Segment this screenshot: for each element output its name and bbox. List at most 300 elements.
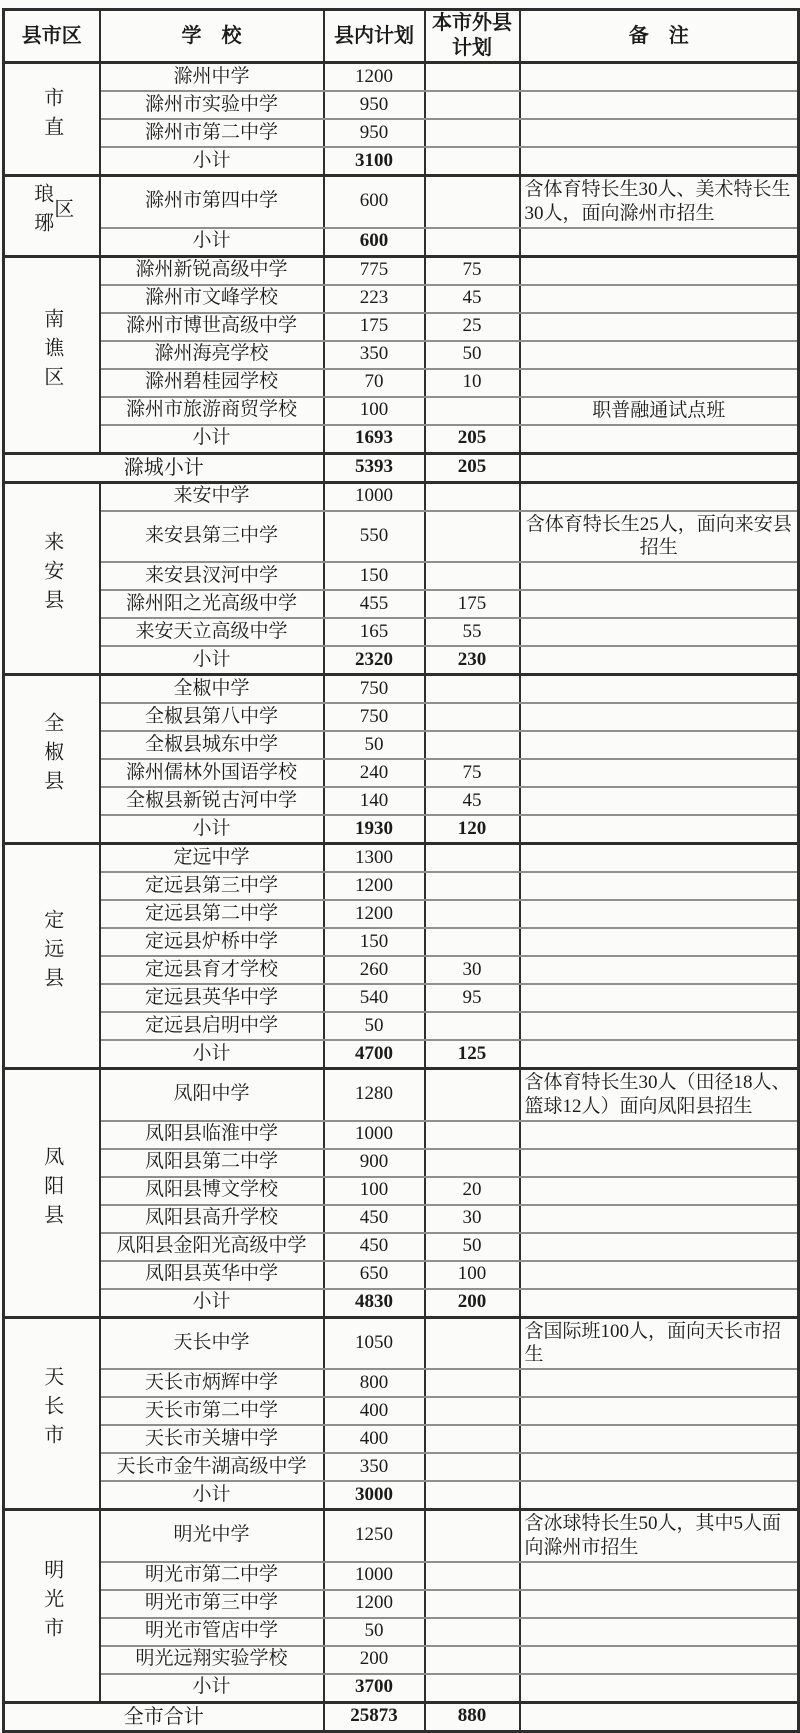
school-cell: 明光市第二中学 — [100, 1562, 324, 1590]
out-county-plan-cell: 120 — [425, 815, 520, 844]
table-row — [4, 397, 799, 425]
out-county-plan-cell — [425, 482, 520, 511]
out-county-plan-cell — [425, 91, 520, 119]
table-row — [4, 562, 799, 590]
school-cell: 天长中学 — [100, 1317, 324, 1369]
remark-cell — [520, 1590, 799, 1618]
table-row — [4, 646, 799, 675]
out-county-plan-cell: 200 — [425, 1289, 520, 1318]
col-header-school: 学 校 — [100, 10, 324, 63]
out-county-plan-cell — [425, 176, 520, 228]
region-label: 琅琊区 — [30, 183, 73, 242]
out-county-plan-cell — [425, 511, 520, 563]
in-county-plan-cell: 200 — [324, 1646, 425, 1674]
in-county-plan-cell: 3100 — [324, 147, 425, 176]
school-cell: 来安中学 — [100, 482, 324, 511]
table-header — [4, 10, 799, 63]
table-row — [4, 618, 799, 646]
remark-cell — [520, 787, 799, 815]
table-row — [4, 425, 799, 454]
out-county-plan-cell — [425, 1425, 520, 1453]
remark-cell — [520, 313, 799, 341]
region-label: 明光市 — [40, 1558, 63, 1646]
table-row — [4, 313, 799, 341]
out-county-plan-cell — [425, 731, 520, 759]
remark-cell — [520, 425, 799, 454]
remark-cell — [520, 119, 799, 147]
remark-cell — [520, 285, 799, 313]
remark-cell — [520, 1646, 799, 1674]
school-cell: 小计 — [100, 815, 324, 844]
region-label: 市直 — [40, 86, 63, 145]
school-cell: 凤阳县金阳光高级中学 — [100, 1233, 324, 1261]
in-county-plan-cell: 900 — [324, 1149, 425, 1177]
school-cell: 滁州市第二中学 — [100, 119, 324, 147]
out-county-plan-cell: 55 — [425, 618, 520, 646]
school-cell: 小计 — [100, 1674, 324, 1703]
remark-cell — [520, 1149, 799, 1177]
out-county-plan-cell: 100 — [425, 1261, 520, 1289]
region-cell — [4, 1069, 100, 1318]
in-county-plan-cell: 165 — [324, 618, 425, 646]
header-row — [4, 10, 799, 63]
region-label: 定远县 — [40, 909, 63, 997]
in-county-plan-cell: 775 — [324, 256, 425, 285]
school-cell: 天长市关塘中学 — [100, 1425, 324, 1453]
table-row — [4, 511, 799, 563]
table-row — [4, 1069, 799, 1121]
table-row — [4, 176, 799, 228]
in-county-plan-cell: 650 — [324, 1261, 425, 1289]
region-cell — [4, 256, 100, 453]
out-county-plan-cell — [425, 844, 520, 873]
remark-cell — [520, 1425, 799, 1453]
remark-cell — [520, 1233, 799, 1261]
school-cell: 凤阳中学 — [100, 1069, 324, 1121]
table-row — [4, 1233, 799, 1261]
school-cell: 滁州市文峰学校 — [100, 285, 324, 313]
remark-cell — [520, 228, 799, 257]
school-cell: 滁州儒林外国语学校 — [100, 759, 324, 787]
remark-cell — [520, 900, 799, 928]
table-row — [4, 1121, 799, 1149]
in-county-plan-cell: 3700 — [324, 1674, 425, 1703]
remark-cell — [520, 928, 799, 956]
table-row — [4, 1369, 799, 1397]
region-cell — [4, 176, 100, 257]
region-cell — [4, 1510, 100, 1703]
in-county-plan-cell: 70 — [324, 369, 425, 397]
out-county-plan-cell: 45 — [425, 285, 520, 313]
remark-cell — [520, 256, 799, 285]
table-row — [4, 984, 799, 1012]
in-county-plan-cell: 1300 — [324, 844, 425, 873]
region-label: 来安县 — [40, 531, 63, 619]
school-cell: 凤阳县博文学校 — [100, 1177, 324, 1205]
table-row — [4, 1702, 799, 1731]
remark-cell — [520, 453, 799, 482]
out-county-plan-cell — [425, 397, 520, 425]
school-cell: 滁州市第四中学 — [100, 176, 324, 228]
remark-cell: 含体育特长生30人、美术特长生30人，面向滁州市招生 — [520, 176, 799, 228]
remark-cell — [520, 1481, 799, 1510]
out-county-plan-cell — [425, 1121, 520, 1149]
table-row — [4, 1040, 799, 1069]
out-county-plan-cell — [425, 1369, 520, 1397]
remark-cell — [520, 369, 799, 397]
school-cell: 滁州市旅游商贸学校 — [100, 397, 324, 425]
out-county-plan-cell: 45 — [425, 787, 520, 815]
remark-cell — [520, 1369, 799, 1397]
in-county-plan-cell: 1693 — [324, 425, 425, 454]
school-cell: 滁州市博世高级中学 — [100, 313, 324, 341]
table-row — [4, 928, 799, 956]
in-county-plan-cell: 1200 — [324, 872, 425, 900]
out-county-plan-cell — [425, 1397, 520, 1425]
table-row — [4, 675, 799, 704]
out-county-plan-cell: 205 — [425, 425, 520, 454]
remark-cell — [520, 731, 799, 759]
school-cell: 滁州新锐高级中学 — [100, 256, 324, 285]
table-row — [4, 731, 799, 759]
remark-cell: 含体育特长生30人（田径18人、篮球12人）面向凤阳县招生 — [520, 1069, 799, 1121]
remark-cell — [520, 759, 799, 787]
col-header-in-county-plan: 县内计划 — [324, 10, 425, 63]
school-cell: 全椒县新锐古河中学 — [100, 787, 324, 815]
school-cell: 定远县炉桥中学 — [100, 928, 324, 956]
out-county-plan-cell: 30 — [425, 1205, 520, 1233]
in-county-plan-cell: 140 — [324, 787, 425, 815]
table-row — [4, 872, 799, 900]
in-county-plan-cell: 5393 — [324, 453, 425, 482]
in-county-plan-cell: 50 — [324, 1012, 425, 1040]
table-row — [4, 1012, 799, 1040]
table-row — [4, 1674, 799, 1703]
in-county-plan-cell: 750 — [324, 675, 425, 704]
out-county-plan-cell — [425, 1012, 520, 1040]
school-cell: 定远县第三中学 — [100, 872, 324, 900]
in-county-plan-cell: 1000 — [324, 1121, 425, 1149]
region-label: 南谯区 — [40, 307, 63, 395]
in-county-plan-cell: 800 — [324, 1369, 425, 1397]
out-county-plan-cell — [425, 1646, 520, 1674]
remark-cell — [520, 618, 799, 646]
table-row — [4, 285, 799, 313]
school-cell: 凤阳县高升学校 — [100, 1205, 324, 1233]
school-cell: 小计 — [100, 1040, 324, 1069]
table-row — [4, 1646, 799, 1674]
region-label: 全椒县 — [40, 712, 63, 800]
table-row — [4, 119, 799, 147]
remark-cell — [520, 1012, 799, 1040]
out-county-plan-cell — [425, 1590, 520, 1618]
remark-cell — [520, 815, 799, 844]
remark-cell — [520, 956, 799, 984]
school-cell: 小计 — [100, 228, 324, 257]
out-county-plan-cell: 25 — [425, 313, 520, 341]
school-cell: 小计 — [100, 425, 324, 454]
school-cell: 滁州海亮学校 — [100, 341, 324, 369]
table-row — [4, 91, 799, 119]
school-cell: 滁州市实验中学 — [100, 91, 324, 119]
school-cell: 定远县启明中学 — [100, 1012, 324, 1040]
out-county-plan-cell — [425, 1618, 520, 1646]
remark-cell — [520, 590, 799, 618]
col-header-out-county-plan: 本市外县计划 — [425, 10, 520, 63]
in-county-plan-cell: 2320 — [324, 646, 425, 675]
table-row — [4, 1289, 799, 1318]
in-county-plan-cell: 260 — [324, 956, 425, 984]
out-county-plan-cell — [425, 1317, 520, 1369]
remark-cell — [520, 63, 799, 92]
out-county-plan-cell — [425, 900, 520, 928]
remark-cell — [520, 1261, 799, 1289]
region-cell — [4, 482, 100, 675]
school-cell: 滁州阳之光高级中学 — [100, 590, 324, 618]
school-cell: 小计 — [100, 147, 324, 176]
in-county-plan-cell: 450 — [324, 1205, 425, 1233]
remark-cell — [520, 341, 799, 369]
in-county-plan-cell: 600 — [324, 176, 425, 228]
region-cell — [4, 63, 100, 176]
out-county-plan-cell: 20 — [425, 1177, 520, 1205]
table-body — [4, 63, 799, 1732]
school-cell: 凤阳县第二中学 — [100, 1149, 324, 1177]
remark-cell — [520, 147, 799, 176]
region-cell — [4, 844, 100, 1069]
remark-cell — [520, 1121, 799, 1149]
school-cell: 明光远翔实验学校 — [100, 1646, 324, 1674]
school-cell: 定远县英华中学 — [100, 984, 324, 1012]
table-row — [4, 256, 799, 285]
out-county-plan-cell — [425, 1674, 520, 1703]
school-cell: 来安县第三中学 — [100, 511, 324, 563]
school-cell: 全椒县第八中学 — [100, 703, 324, 731]
remark-cell — [520, 562, 799, 590]
in-county-plan-cell: 350 — [324, 1453, 425, 1481]
in-county-plan-cell: 950 — [324, 119, 425, 147]
school-cell: 明光市第三中学 — [100, 1590, 324, 1618]
table-row — [4, 453, 799, 482]
remark-cell — [520, 1205, 799, 1233]
table-row — [4, 482, 799, 511]
in-county-plan-cell: 240 — [324, 759, 425, 787]
table-row — [4, 1397, 799, 1425]
school-cell: 凤阳县临淮中学 — [100, 1121, 324, 1149]
school-cell: 定远县育才学校 — [100, 956, 324, 984]
in-county-plan-cell: 350 — [324, 341, 425, 369]
school-cell: 明光中学 — [100, 1510, 324, 1562]
table-row — [4, 1317, 799, 1369]
merged-subtotal-label-cell: 全市合计 — [4, 1702, 324, 1731]
remark-cell — [520, 1702, 799, 1731]
in-county-plan-cell: 25873 — [324, 1702, 425, 1731]
out-county-plan-cell — [425, 1149, 520, 1177]
in-county-plan-cell: 1000 — [324, 1562, 425, 1590]
out-county-plan-cell: 205 — [425, 453, 520, 482]
out-county-plan-cell — [425, 1510, 520, 1562]
out-county-plan-cell: 75 — [425, 256, 520, 285]
school-cell: 来安天立高级中学 — [100, 618, 324, 646]
school-cell: 全椒县城东中学 — [100, 731, 324, 759]
school-cell: 定远中学 — [100, 844, 324, 873]
in-county-plan-cell: 400 — [324, 1397, 425, 1425]
in-county-plan-cell: 455 — [324, 590, 425, 618]
remark-cell — [520, 1397, 799, 1425]
in-county-plan-cell: 100 — [324, 397, 425, 425]
table-row — [4, 1510, 799, 1562]
in-county-plan-cell: 175 — [324, 313, 425, 341]
in-county-plan-cell: 750 — [324, 703, 425, 731]
out-county-plan-cell: 880 — [425, 1702, 520, 1731]
table-row — [4, 1562, 799, 1590]
region-cell — [4, 1317, 100, 1510]
school-cell: 小计 — [100, 1289, 324, 1318]
in-county-plan-cell: 150 — [324, 562, 425, 590]
school-cell: 凤阳县英华中学 — [100, 1261, 324, 1289]
out-county-plan-cell — [425, 675, 520, 704]
out-county-plan-cell: 125 — [425, 1040, 520, 1069]
remark-cell — [520, 1618, 799, 1646]
remark-cell — [520, 1040, 799, 1069]
in-county-plan-cell: 4700 — [324, 1040, 425, 1069]
out-county-plan-cell: 30 — [425, 956, 520, 984]
table-row — [4, 703, 799, 731]
in-county-plan-cell: 223 — [324, 285, 425, 313]
table-row — [4, 1149, 799, 1177]
out-county-plan-cell — [425, 1562, 520, 1590]
school-cell: 小计 — [100, 646, 324, 675]
out-county-plan-cell — [425, 1453, 520, 1481]
in-county-plan-cell: 1930 — [324, 815, 425, 844]
in-county-plan-cell: 4830 — [324, 1289, 425, 1318]
table-row — [4, 787, 799, 815]
remark-cell — [520, 482, 799, 511]
out-county-plan-cell — [425, 147, 520, 176]
remark-cell — [520, 91, 799, 119]
in-county-plan-cell: 1250 — [324, 1510, 425, 1562]
table-row — [4, 369, 799, 397]
school-cell: 天长市第二中学 — [100, 1397, 324, 1425]
in-county-plan-cell: 950 — [324, 91, 425, 119]
enrollment-plan-table — [2, 8, 800, 1733]
school-cell: 定远县第二中学 — [100, 900, 324, 928]
in-county-plan-cell: 600 — [324, 228, 425, 257]
out-county-plan-cell — [425, 1069, 520, 1121]
out-county-plan-cell — [425, 1481, 520, 1510]
region-label: 凤阳县 — [40, 1145, 63, 1233]
out-county-plan-cell — [425, 562, 520, 590]
in-county-plan-cell: 450 — [324, 1233, 425, 1261]
merged-subtotal-label-cell: 滁城小计 — [4, 453, 324, 482]
school-cell: 来安县汊河中学 — [100, 562, 324, 590]
remark-cell — [520, 1289, 799, 1318]
in-county-plan-cell: 550 — [324, 511, 425, 563]
table-row — [4, 147, 799, 176]
remark-cell: 含国际班100人，面向天长市招生 — [520, 1317, 799, 1369]
in-county-plan-cell: 1200 — [324, 63, 425, 92]
remark-cell: 含体育特长生25人，面向来安县招生 — [520, 511, 799, 563]
out-county-plan-cell — [425, 63, 520, 92]
table-row — [4, 1590, 799, 1618]
table-row — [4, 900, 799, 928]
in-county-plan-cell: 50 — [324, 731, 425, 759]
remark-cell: 职普融通试点班 — [520, 397, 799, 425]
table-row — [4, 956, 799, 984]
in-county-plan-cell: 540 — [324, 984, 425, 1012]
out-county-plan-cell: 75 — [425, 759, 520, 787]
out-county-plan-cell — [425, 872, 520, 900]
out-county-plan-cell: 95 — [425, 984, 520, 1012]
table-row — [4, 341, 799, 369]
in-county-plan-cell: 1280 — [324, 1069, 425, 1121]
out-county-plan-cell: 50 — [425, 1233, 520, 1261]
table-row — [4, 590, 799, 618]
out-county-plan-cell: 230 — [425, 646, 520, 675]
remark-cell — [520, 1674, 799, 1703]
in-county-plan-cell: 1200 — [324, 900, 425, 928]
in-county-plan-cell: 100 — [324, 1177, 425, 1205]
col-header-remark: 备 注 — [520, 10, 799, 63]
remark-cell — [520, 703, 799, 731]
out-county-plan-cell — [425, 119, 520, 147]
table-row — [4, 1205, 799, 1233]
remark-cell — [520, 844, 799, 873]
remark-cell: 含冰球特长生50人，其中5人面向滁州市招生 — [520, 1510, 799, 1562]
out-county-plan-cell — [425, 703, 520, 731]
remark-cell — [520, 984, 799, 1012]
school-cell: 滁州中学 — [100, 63, 324, 92]
school-cell: 天长市炳辉中学 — [100, 1369, 324, 1397]
out-county-plan-cell: 10 — [425, 369, 520, 397]
in-county-plan-cell: 400 — [324, 1425, 425, 1453]
remark-cell — [520, 1453, 799, 1481]
table-row — [4, 1453, 799, 1481]
region-label: 天长市 — [40, 1366, 63, 1454]
in-county-plan-cell: 150 — [324, 928, 425, 956]
in-county-plan-cell: 50 — [324, 1618, 425, 1646]
out-county-plan-cell — [425, 228, 520, 257]
in-county-plan-cell: 3000 — [324, 1481, 425, 1510]
table-row — [4, 1618, 799, 1646]
table-row — [4, 1261, 799, 1289]
remark-cell — [520, 1562, 799, 1590]
school-cell: 全椒中学 — [100, 675, 324, 704]
remark-cell — [520, 872, 799, 900]
remark-cell — [520, 675, 799, 704]
table-row — [4, 1177, 799, 1205]
table-row — [4, 63, 799, 92]
remark-cell — [520, 1177, 799, 1205]
out-county-plan-cell: 50 — [425, 341, 520, 369]
school-cell: 滁州碧桂园学校 — [100, 369, 324, 397]
table-row — [4, 844, 799, 873]
in-county-plan-cell: 1000 — [324, 482, 425, 511]
out-county-plan-cell — [425, 928, 520, 956]
col-header-region: 县市区 — [4, 10, 100, 63]
table-row — [4, 228, 799, 257]
in-county-plan-cell: 1200 — [324, 1590, 425, 1618]
table-row — [4, 759, 799, 787]
table-row — [4, 1481, 799, 1510]
school-cell: 天长市金牛湖高级中学 — [100, 1453, 324, 1481]
out-county-plan-cell: 175 — [425, 590, 520, 618]
in-county-plan-cell: 1050 — [324, 1317, 425, 1369]
table-row — [4, 1425, 799, 1453]
school-cell: 明光市管店中学 — [100, 1618, 324, 1646]
remark-cell — [520, 646, 799, 675]
school-cell: 小计 — [100, 1481, 324, 1510]
